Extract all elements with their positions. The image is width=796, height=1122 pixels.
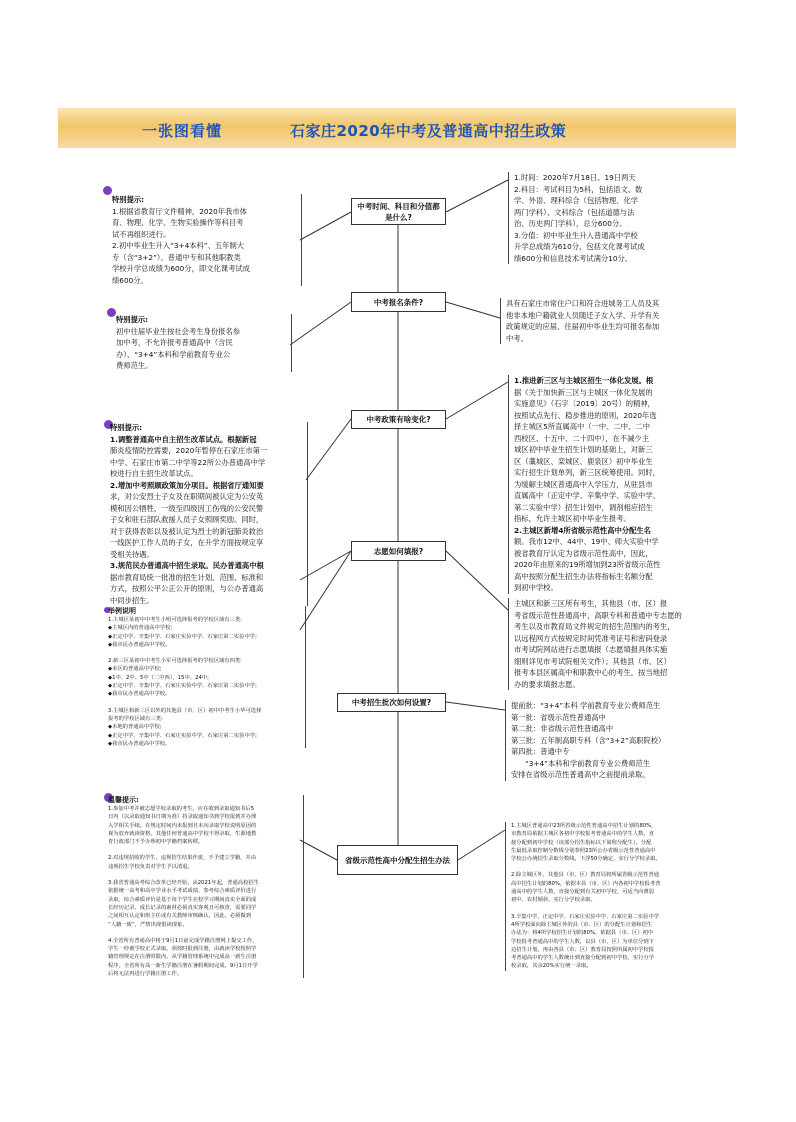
panel-line: 3.分值：初中毕业生升入普通高中学校: [514, 230, 638, 240]
panel-line: 视为放弃就读资格，其他任何普通高中学校不得录取，生源地教: [108, 830, 257, 837]
panel-line: 高中按照分配生招生办法将指标生名额分配: [514, 571, 653, 581]
panel-line: 第四批：普通中专: [511, 747, 570, 756]
panel-title: 特别提示:: [112, 195, 145, 204]
panel-line: 依据统一高考和高中学业水平考试成绩、参考综合素质评价进行: [108, 888, 257, 895]
panel-line: 3.我省普通高考综合改革已经开始，从2021年起，普通高校招生: [108, 880, 259, 887]
panel-line: 模和因公牺牲、一级至四级因工伤残的公安民警: [110, 503, 264, 513]
connector-q3-right: [446, 382, 508, 419]
panel-line: [108, 846, 299, 854]
connector-q1-left: [300, 212, 351, 240]
panel-line: 2.初中毕业生升入“3+4本科”、五年制大: [112, 241, 245, 250]
panel-line: 绩600分。: [112, 275, 148, 285]
panel-line: 2.对违规招收的学生，违规招生结果作废，不予建立学籍，并由: [108, 855, 257, 862]
banner-left-title: 一张图看懂: [142, 122, 223, 140]
panel-line: 额。我市12中、44中、19中、师大实验中学: [514, 537, 659, 546]
panel-line: 校录取，其余20%实行统一录取。: [511, 963, 592, 970]
panel-line: 1.主城区普通高中23所省级示范性普通高中招生计划的80%，: [511, 823, 657, 829]
panel-line: 2.增加中考照顾政策加分项目。根据省厅通知要: [110, 480, 264, 490]
panel-line: 实行招生计划单列，新三区统筹使用。同时，: [514, 468, 660, 477]
panel-line: 政策规定的应届、往届初中毕业生均可报名参加: [506, 322, 660, 331]
panel-line: ◆本区的普通高中学校;: [108, 666, 162, 673]
panel-line: 城区初中毕业生招生计划的基础上，对新三: [514, 445, 653, 454]
panel-line: 学生一经被学校正式录取，须按时报到注册，由就读学校按照学: [108, 946, 257, 953]
panel-line: 初中、农村倾斜，实行分学校录取。: [511, 897, 596, 904]
panel-line: 按照试点先行、稳步推进的原则，2020年选: [514, 410, 657, 420]
panel-line: 日内（以录取通知书日期为准）持录取通知书到学校报到并办理: [108, 814, 257, 821]
panel-line: 两门学科）、文科综合（包括道德与法: [514, 207, 635, 217]
panel-line: 升学总成绩为610分，包括文化课考试成: [514, 242, 645, 251]
panel-line: [108, 649, 301, 657]
panel-line: “人籍一致”，严禁出现借读现象。: [108, 921, 188, 928]
panel-line: 接分配到初中学校（该部分招生指标以下简称分配生），分配: [511, 839, 652, 846]
panel-line: 提前批：“3+4”本科 学前教育专业公费师范生: [511, 701, 661, 710]
panel-line: 据《关于加快新三区与主城区一体化发展的: [514, 387, 653, 397]
question-registration-conditions: [351, 292, 446, 312]
panel-line: 主城区和新三区所有考生，其他县（市、区）报: [514, 599, 668, 608]
connector-q6-left: [300, 840, 337, 860]
panel-line: 4.全省所有普通高中将于9月1日前完成学籍注册网上提交工作，: [108, 937, 258, 944]
panel-line: 高中招生计划的80%，依据本县（市、区）内各初中学校报考普: [511, 880, 661, 887]
left-panel-exam-tips: [112, 194, 302, 286]
connector-q3-left: [306, 419, 351, 480]
panel-line: 被省教育厅认定为省级示范性高中，因此，: [514, 548, 653, 558]
panel-line: [511, 905, 715, 913]
right-panel-exam-details: [508, 172, 698, 264]
question-label: 中考招生批次如何设置?: [351, 698, 432, 707]
panel-line: 肺炎疫情防控需要，2020年暂停在石家庄市第一: [110, 446, 268, 455]
panel-line: 具有石家庄市常住户口和符合进城务工人员及其: [506, 299, 660, 308]
left-panel-registration-tips: [116, 314, 292, 372]
panel-line: 2.科目：考试科目为5科，包括语文、数: [514, 184, 643, 194]
panel-line: 他非本地户籍就业人员随迁子女入学、升学有关: [506, 310, 660, 320]
right-panel-allocation: [505, 822, 715, 971]
left-panel-policy-tips: [110, 422, 308, 606]
panel-line: 第一批：省级示范性普通高中: [511, 712, 606, 722]
panel-line: 对于获得表彰以及被认定为烈士的新冠肺炎救治: [110, 526, 264, 536]
panel-line: [108, 929, 299, 937]
panel-line: 2.新三区某初中中考生小军可选择报考的学校区域有四类:: [108, 658, 242, 665]
panel-line: “3+4”本科和学前教育专业公费师范生: [525, 758, 651, 768]
panel-line: 方式，按照公平公正公开的原则，与公办普通高: [110, 584, 264, 593]
question-label: 省级示范性高中分配生招生办法: [345, 855, 450, 865]
panel-line: 边招生计划，再由各县（市、区）教育局按照所属初中学校报: [511, 946, 655, 953]
panel-line: 到初中学校。: [514, 583, 558, 592]
panel-line: ◆正定中学、辛集中学、石家庄实验中学、石家庄第二实验中学;: [108, 633, 257, 640]
panel-line: 第三批：五年制高职专科（含“3+2”高职院校）: [511, 735, 666, 745]
bullet-dot-icon: [103, 186, 112, 195]
connector-q4-right: [446, 551, 508, 610]
panel-line: [511, 863, 715, 871]
panel-line: 生最低录取控制分数线分别参照23所公办省级示范性普通高中: [511, 847, 656, 854]
panel-line: 第二实验中学）招生计划中，调剂相应招生: [514, 502, 653, 512]
panel-line: 初中往届毕业生按社会考生身份报名参: [116, 326, 241, 336]
panel-line: 费师范生。: [116, 361, 153, 370]
panel-line: 受相关待遇。: [110, 549, 154, 559]
panel-line: 办）、“3+4”本科和学前教育专业公: [116, 349, 231, 359]
panel-line: 学校公办统招生录取分数线，下浮50分确定，实行分学校录取。: [511, 856, 661, 863]
panel-line: 第二批：非省级示范性普通高中: [511, 724, 614, 733]
connector-q2-left: [290, 302, 351, 345]
panel-line: ◆正定中学、辛集中学、石家庄实验中学、石家庄第二实验中学;: [108, 732, 257, 739]
panel-line: 育行政部门不予办理初中学籍档案转移。: [108, 839, 204, 846]
panel-line: 报考本县区属高中和职教中心的考生，按当地招: [514, 668, 668, 677]
panel-line: 中学、石家庄市第二中学等22所公办普通高中学: [110, 457, 266, 467]
panel-line: 通高中的学生人数，直接分配到有关初中学校，可适当向薄弱: [511, 889, 655, 896]
panel-line: 治、历史两门学科），总分600分。: [514, 219, 627, 228]
panel-line: ◆我市民办普通高中学校。: [108, 740, 171, 747]
panel-line: 专（含“3+2”）、普通中专和其他职教类: [112, 252, 241, 262]
panel-line: 直属高中（正定中学、辛集中学、实验中学、: [514, 491, 660, 500]
panel-line: 市教育局依据主城区各初中学校报考普通高中的学生人数，直: [511, 831, 655, 838]
panel-line: 区（藁城区、栾城区、鹿泉区）初中毕业生: [514, 456, 653, 466]
bullet-dot-icon: [107, 308, 116, 317]
panel-line: 西校区、十五中、二十四中），在不减少主: [514, 433, 649, 443]
question-exam-time-subjects: [351, 198, 446, 225]
question-how-to-apply: [351, 541, 446, 561]
panel-line: 加中考，不允许报考普通高中（含民: [116, 338, 233, 347]
panel-line: 考生以及市教育局文件规定的招生范围内的考生，: [514, 622, 675, 631]
panel-line: 择主城区5所直属高中（一中、二中、二中: [514, 422, 650, 431]
question-admission-batches: [337, 693, 446, 712]
panel-line: 1.参加中考并被志愿学校录取的考生，应在收到录取通知书后5: [108, 806, 255, 812]
panel-line: 违规招生学校负责对学生予以清退。: [108, 863, 193, 870]
connector-q5-right: [446, 702, 505, 710]
question-label: 中考时间、科目和分值都是什么?: [357, 201, 440, 222]
panel-line: 1.时间：2020年7月18日、19日两天: [514, 173, 636, 182]
connector-q1-right: [446, 180, 508, 212]
question-label: 中考报名条件?: [373, 297, 424, 307]
panel-line: ◆我市民办普通高中学校。: [108, 641, 171, 648]
panel-line: 绩600分和信息技术考试满分10分。: [514, 253, 633, 263]
right-panel-registration: [500, 298, 700, 344]
panel-line: 2020年由原来的19所增加到23所省级示范性: [514, 560, 661, 569]
panel-title: 特别提示:: [116, 315, 149, 324]
panel-line: 考省级示范性普通高中、高职专科和普通中专志愿的: [514, 610, 682, 620]
right-panel-policy-changes: [508, 375, 704, 594]
connector-q6-right: [458, 830, 505, 860]
panel-line: 办的要求填报志愿。: [514, 679, 580, 689]
panel-line: 1.调整普通高中自主招生改革试点。根据新冠: [110, 434, 257, 444]
panel-line: ◆1中、2中、5中（二中西）、15中、24中;: [108, 674, 209, 681]
panel-line: ◆我市民办普通高中学校。: [108, 691, 171, 698]
panel-title: 温馨提示:: [108, 796, 139, 804]
panel-line: [108, 871, 299, 879]
panel-line: 1.主城区某初中中考生小明可选择报考的学校区域有三类:: [108, 617, 242, 623]
panel-line: 3.主城区和新三区以外的其他县（市、区）初中中考生小华可选择: [108, 707, 262, 714]
question-policy-changes: [351, 410, 446, 429]
panel-line: 子女和驻石部队救援人员子女照顾奖励。同时，: [110, 515, 264, 524]
panel-line: 一线医护工作人员的子女，在升学方面按规定享: [110, 538, 264, 547]
panel-line: 据市教育局统一批准的招生计划、范围、标准和: [110, 572, 264, 582]
panel-line: 中考。: [506, 333, 528, 343]
panel-line: 市考试院网站进行志愿填报（志愿填报具体实施: [514, 645, 668, 654]
right-panel-application: [508, 598, 712, 690]
panel-line: 育、物理、化学、生物实验操作等科目考: [112, 218, 244, 227]
panel-line: 报考的学校区域有三类:: [108, 715, 163, 722]
question-allocation-method: [337, 845, 458, 875]
panel-line: 之间相互认定和班主任或有关教师审核确认，因此，必须做到: [108, 913, 252, 920]
right-panel-batches: [505, 700, 715, 781]
panel-line: 校进行自主招生改革试点。: [110, 469, 198, 478]
panel-title: 举例说明: [108, 607, 136, 615]
panel-line: [108, 699, 301, 707]
panel-line: ◆主城区内的普通高中学校;: [108, 625, 173, 632]
panel-line: 学、外语、理科综合（包括物理、化学: [514, 196, 639, 205]
panel-line: 入学相关手续。在规定时间内未报到且未向录取学校说明原因的: [108, 822, 257, 829]
panel-line: 实施意见》（石字〔2019〕20号）的精神，: [514, 399, 655, 408]
panel-line: 办法为：将4所学校招生计划的80%，依据县（市、区）初中: [511, 930, 654, 937]
panel-line: 以远程网方式按规定时间凭准考证号和密码登录: [514, 633, 668, 643]
panel-line: 为缓解主城区普通高中入学压力，从驻县市: [514, 479, 653, 489]
panel-line: 1.推进新三区与主城区招生一体化发展。根: [514, 376, 654, 385]
panel-line: 程序。全省所有高一新生学籍注册在暑假期间完成，9月1日开学: [108, 962, 258, 969]
panel-line: 安排在省级示范性普通高中之前提前录取。: [511, 770, 650, 779]
panel-line: 后将无法再进行学籍注册工作。: [108, 971, 183, 978]
question-label: 志愿如何填报?: [373, 546, 424, 556]
panel-line: 2.除主城区外，其他县（市、区）教育局将所属省级示范性普通: [511, 872, 660, 879]
panel-line: 求，对公安烈士子女及在职期间被认定为公安英: [110, 492, 264, 501]
panel-line: 考普通高中的学生人数统计到直接分配到初中学校，实行分学: [511, 955, 655, 962]
panel-line: 长经历记录，成长记录的素材必须真实客观且可核查，需要同学: [108, 904, 257, 911]
panel-line: ◆本地的普通高中学校;: [108, 724, 162, 731]
panel-line: 指标，允许主城区初中毕业生报考。: [514, 514, 631, 523]
banner-main-title: 石家庄2020年中考及普通高中招生政策: [290, 122, 567, 140]
panel-line: 录取，综合素质评价是基于每个学生在校学习期间真实全面的成: [108, 896, 257, 903]
panel-line: ◆正定中学、辛集中学、石家庄实验中学、石家庄第二实验中学;: [108, 683, 257, 690]
question-label: 中考政策有啥变化?: [366, 415, 431, 424]
panel-line: 试不再组织进行。: [112, 229, 171, 239]
panel-line: 学校升学总成绩为600分，即文化课考试成: [112, 264, 250, 273]
panel-line: 中同步招生。: [110, 595, 154, 605]
panel-line: 4所学校面向除主城区外的县（市、区）的分配生计划和招生: [511, 921, 653, 928]
left-panel-reminders: [108, 795, 304, 978]
panel-line: 3.辛集中学、正定中学、石家庄实验中学、石家庄第二实验中学: [511, 913, 660, 920]
panel-line: 1.根据省教育厅文件精神，2020年我市体: [112, 206, 247, 216]
panel-title: 特别提示:: [110, 423, 143, 432]
left-panel-examples: [108, 606, 306, 748]
panel-line: 3.规范民办普通高中招生录取。民办普通高中根: [110, 561, 264, 570]
panel-line: 学校报考普通高中的学生人数，以县（市、区）为单位分到下: [511, 938, 655, 945]
panel-line: 细则详见市考试院相关文件）；其他县（市、区）: [514, 656, 671, 666]
panel-line: 2.主城区新增4所省级示范性高中分配生名: [514, 525, 651, 535]
panel-line: 籍管理规定在注册时限内，从学籍管理系统中完成高一新生注册: [108, 954, 257, 961]
connector-q2-right: [446, 302, 500, 318]
